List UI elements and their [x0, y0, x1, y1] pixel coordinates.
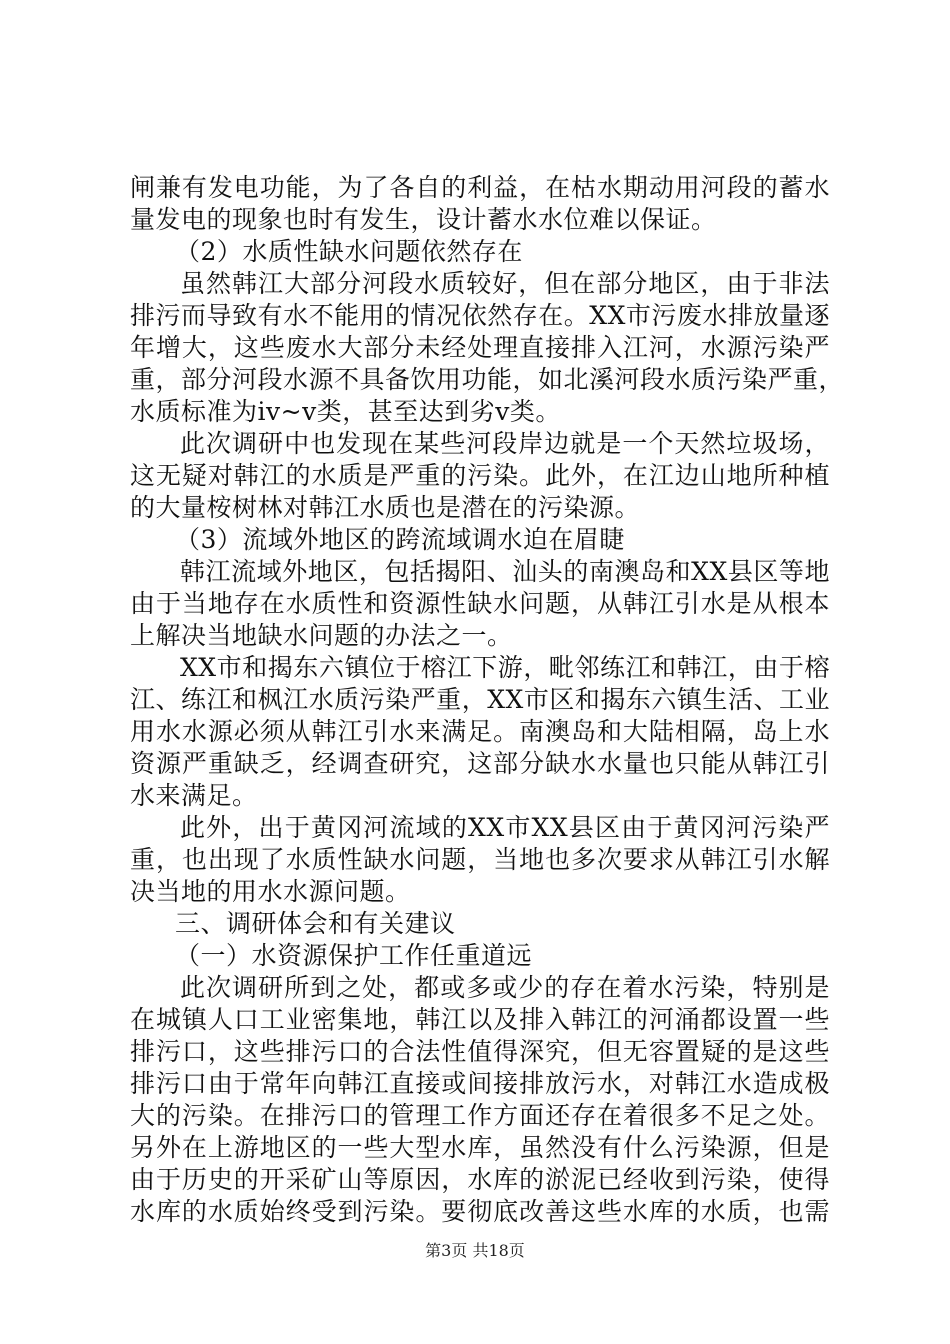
- text-line: 虽然韩江大部分河段水质较好，但在部分地区，由于非法: [180, 269, 830, 298]
- text-line: 排污而导致有水不能用的情况依然存在。XX市污废水排放量逐: [130, 301, 830, 330]
- text-line: 决当地的用水水源问题。: [130, 877, 411, 906]
- text-line: （一）水资源保护工作任重道远: [175, 941, 533, 970]
- text-line: 年增大，这些废水大部分未经处理直接排入江河，水源污染严: [130, 333, 830, 362]
- text-line: 由于当地存在水质性和资源性缺水问题，从韩江引水是从根本: [130, 589, 830, 618]
- text-line: 此次调研中也发现在某些河段岸边就是一个天然垃圾场，: [180, 429, 830, 458]
- text-line: 水来满足。: [130, 781, 258, 810]
- text-line: 大的污染。在排污口的管理工作方面还存在着很多不足之处。: [130, 1101, 830, 1130]
- text-line: 江、练江和枫江水质污染严重，XX市区和揭东六镇生活、工业: [130, 685, 830, 714]
- text-line: 上解决当地缺水问题的办法之一。: [130, 621, 513, 650]
- document-body: [130, 172, 845, 1228]
- text-line: 由于历史的开采矿山等原因，水库的淤泥已经收到污染，使得: [130, 1165, 830, 1194]
- text-line: 闸兼有发电功能，为了各自的利益，在枯水期动用河段的蓄水: [130, 173, 830, 202]
- page-footer: 第3页 共18页: [425, 1241, 525, 1260]
- text-line: 另外在上游地区的一些大型水库，虽然没有什么污染源，但是: [130, 1133, 830, 1162]
- text-line: 这无疑对韩江的水质是严重的污染。此外，在江边山地所种植: [130, 461, 830, 490]
- text-line: 资源严重缺乏，经调查研究，这部分缺水水量也只能从韩江引: [130, 749, 830, 778]
- text-line: （2）水质性缺水问题依然存在: [175, 237, 523, 266]
- text-line: 用水水源必须从韩江引水来满足。南澳岛和大陆相隔，岛上水: [130, 717, 830, 746]
- text-line: 韩江流域外地区，包括揭阳、汕头的南澳岛和XX县区等地: [180, 557, 830, 586]
- text-line: 排污口，这些排污口的合法性值得深究，但无容置疑的是这些: [130, 1037, 830, 1066]
- text-line: 重，也出现了水质性缺水问题，当地也多次要求从韩江引水解: [130, 845, 830, 874]
- text-line: 量发电的现象也时有发生，设计蓄水水位难以保证。: [130, 205, 717, 234]
- text-line: 此次调研所到之处，都或多或少的存在着水污染，特别是: [180, 973, 830, 1002]
- text-line: （3）流域外地区的跨流域调水迫在眉睫: [175, 525, 625, 554]
- text-line: 水库的水质始终受到污染。要彻底改善这些水库的水质，也需: [130, 1197, 830, 1226]
- text-line: 水质标准为iv~v类，甚至达到劣v类。: [130, 397, 561, 426]
- text-line: 重，部分河段水源不具备饮用功能，如北溪河段水质污染严重，: [130, 365, 845, 394]
- text-line: 在城镇人口工业密集地，韩江以及排入韩江的河涌都设置一些: [130, 1005, 830, 1034]
- text-line: 此外，出于黄冈河流域的XX市XX县区由于黄冈河污染严: [180, 813, 830, 842]
- text-line: 三、调研体会和有关建议: [175, 909, 456, 938]
- text-line: 排污口由于常年向韩江直接或间接排放污水，对韩江水造成极: [130, 1069, 830, 1098]
- text-line: 的大量桉树林对韩江水质也是潜在的污染源。: [130, 493, 641, 522]
- text-line: XX市和揭东六镇位于榕江下游，毗邻练江和韩江，由于榕: [180, 653, 830, 682]
